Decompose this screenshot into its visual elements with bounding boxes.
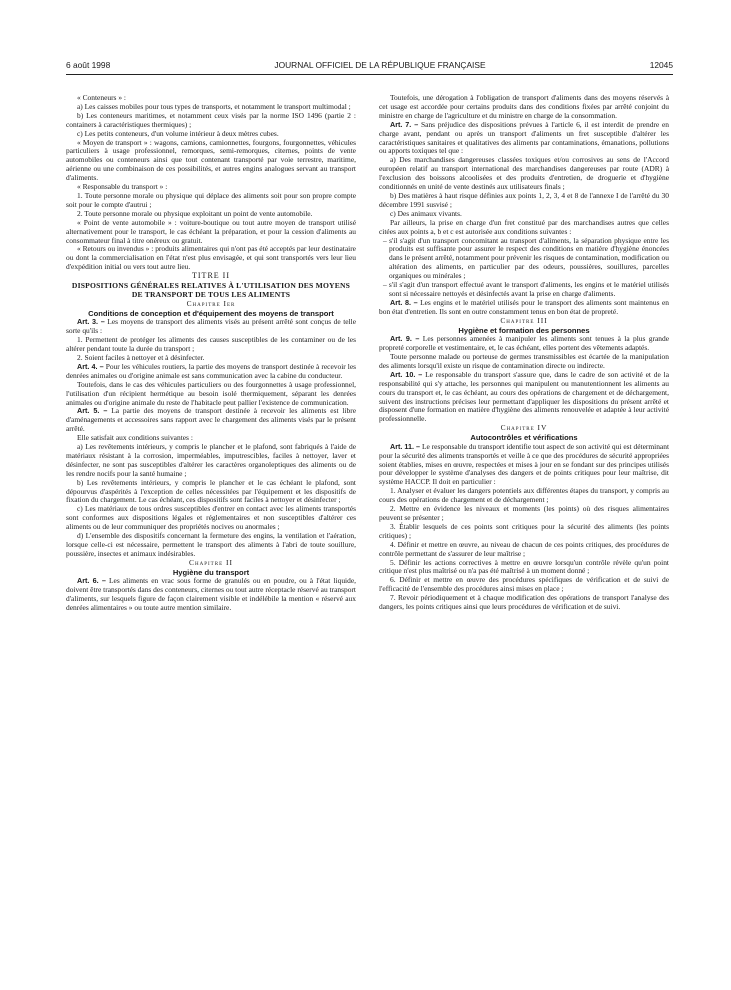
- header-date: 6 août 1998: [66, 60, 111, 70]
- paragraph: 1. Toute personne morale ou physique qui déplace des aliments soit pour son propre compte soit pour le compte d'autrui ;: [66, 190, 356, 209]
- article-paragraph: Art. 9. – Les personnes amenées à manipuler les aliments sont tenues à la plus grande propreté corporelle et vestimentaire, et, le cas échéant, elles portent des vêtements adaptés.: [379, 334, 670, 353]
- paragraph: Toutefois, dans le cas des véhicules particuliers ou des fourgonnettes à usage professionnel, l'utilisation d'un récipient hermétique au besoin isolé thermiquement, séparant les denrées animales ou d'origine animale du reste de l'habitacle peut pallier l'existence de communication.: [66, 379, 356, 407]
- page-header: [66, 58, 673, 72]
- right-column: [379, 94, 669, 612]
- article-label: Art. 9. –: [390, 334, 420, 344]
- paragraph: 4. Définir et mettre en œuvre, au niveau de chacun de ces points critiques, des procédures de contrôle permettant de s'assurer de leur maîtrise ;: [379, 539, 669, 558]
- paragraph: a) Des marchandises dangereuses classées toxiques et/ou corrosives au sens de l'Accord européen relatif au transport international des marchandises dangereuses par route (ADR) à l'exclusion des boissons alcoolisées et des produits d'entretien, de droguerie et d'hygiène conditionnés en unité de vente destinés aux utilisateurs finals ;: [379, 155, 669, 192]
- header-journal-title: JOURNAL OFFICIEL DE LA RÉPUBLIQUE FRANÇAISE: [274, 60, 486, 70]
- list-item: – s'il s'agit d'un transport effectué avant le transport d'aliments, les engins et le matériel utilisés sont si nécessaire nettoyés et désinfectés avant la prise en charge d'aliments.: [383, 280, 669, 298]
- article-label: Art. 11. –: [390, 441, 421, 451]
- article-label: Art. 5. –: [77, 406, 108, 416]
- paragraph: 7. Revoir périodiquement et à chaque modification des opérations de transport l'analyse des dangers, les points critiques ainsi que leurs procédures de vérification et de suivi.: [379, 593, 669, 612]
- paragraph: b) Les revêtements intérieurs, y compris le plancher et le cas échéant le plafond, sont dépourvus d'aspérités à l'exception de celles nécessitées par l'équipement et les dispositifs de fixation du chargement. Le cas échéant, ces dispositifs sont faciles à nettoyer et désinfecter ;: [66, 477, 356, 505]
- paragraph: c) Les petits conteneurs, d'un volume intérieur à deux mètres cubes.: [77, 128, 279, 138]
- paragraph: Toutefois, une dérogation à l'obligation de transport d'aliments dans des moyens réservés à cet usage est accordée pour certains produits dans des conditions fixées par arrêté conjoint du ministre en charge de l'agriculture et du ministre en charge de la consommation.: [379, 93, 669, 120]
- paragraph: « Conteneurs » :: [77, 93, 126, 102]
- article-label: Art. 6. –: [77, 576, 106, 586]
- paragraph: d) L'ensemble des dispositifs concernant la fermeture des engins, la ventilation et l'aération, lorsque celle-ci est nécessaire, permettent le transport des aliments à l'abri de toute souillure, poussière, insectes et animaux indésirables.: [66, 531, 356, 558]
- titre-heading: TITRE II: [192, 271, 230, 281]
- article-label: Art. 7. –: [390, 119, 419, 129]
- paragraph: « Point de vente automobile » : voiture-boutique ou tout autre moyen de transport utilisé alternativement pour le transport, le cas échéant la préparation, et pour la cession d'aliments au consommateur final à titre onéreux ou gratuit.: [66, 217, 356, 245]
- paragraph: 5. Définir les actions correctives à mettre en œuvre lorsqu'un contrôle révèle qu'un point critique n'est plus maîtrisé ou n'a pas été maîtrisé à un moment donné ;: [379, 557, 669, 576]
- paragraph: b) Des matières à haut risque définies aux points 1, 2, 3, 4 et 8 de l'annexe I de l'arrêté du 30 décembre 1991 susvisé ;: [379, 190, 669, 209]
- header-page-number: 12045: [649, 60, 673, 70]
- chapter-heading: Chapitre Ier: [186, 298, 236, 308]
- list-item: – s'il s'agit d'un transport concomitant au transport d'aliments, la séparation physique entre les produits est suffisante pour assurer le respect des conditions en matière d'hygiène énoncées dans le présent arrêté, notamment pour prévenir les risques de contamination, modification ou altération des aliments, en particulier par des odeurs, poussières, souillures, parcelles organiques ou minérales ;: [383, 235, 669, 281]
- article-paragraph: Art. 11. – Le responsable du transport identifie tout aspect de son activité qui est déterminant pour la sécurité des aliments transportés et veille à ce que des procédures de sécurité appropriées soient établies, mises en œuvre, respectées et mises à jour en se fondant sur des principes utilisés pour développer le système d'analyses des dangers et de points critiques pour leur maîtrise, dit système HACCP. Il doit en particulier :: [379, 441, 670, 487]
- article-paragraph: Art. 3. – Les moyens de transport des aliments visés au présent arrêté sont conçus de telle sorte qu'ils :: [66, 317, 356, 336]
- paragraph: Elle satisfait aux conditions suivantes :: [77, 433, 193, 443]
- paragraph: a) Les caisses mobiles pour tous types de transports, et notamment le transport multimodal ;: [77, 101, 351, 111]
- paragraph: 1. Permettent de protéger les aliments des causes susceptibles de les contaminer ou de les altérer pendant toute la durée du transport ;: [66, 335, 356, 354]
- article-paragraph: Art. 8. – Les engins et le matériel utilisés pour le transport des aliments sont maintenus en bon état d'entretien. Ils sont en outre constamment tenus en bon état de propreté.: [379, 297, 670, 316]
- titre-subheading: DISPOSITIONS GÉNÉRALES RELATIVES À L'UTILISATION DES MOYENS DE TRANSPORT DE TOUS LES ALIMENTS: [71, 281, 351, 300]
- paragraph: c) Des animaux vivants.: [390, 208, 462, 218]
- article-label: Art. 3. –: [77, 317, 105, 327]
- chapter-title: Autocontrôles et vérifications: [470, 433, 578, 443]
- chapter-title: Conditions de conception et d'équipement des moyens de transport: [88, 308, 334, 318]
- paragraph: b) Les conteneurs maritimes, et notamment ceux visés par la norme ISO 1496 (partie 2 : containers à caractéristiques thermiques) ;: [66, 110, 356, 129]
- paragraph: 2. Soient faciles à nettoyer et à désinfecter.: [77, 352, 205, 362]
- paragraph: c) Les matériaux de tous ordres susceptibles d'entrer en contact avec les aliments transportés sont conformes aux dispositions légales et réglementaires et non susceptibles d'altérer ces aliments ou de leur communiquer des propriétés nocives ou anormales ;: [66, 504, 356, 532]
- paragraph: « Moyen de transport » : wagons, camions, camionnettes, fourgons, fourgonnettes, véhicules particuliers à usage professionnel, remorques, semi-remorques, citernes, points de vente automobiles ou conteneurs ainsi que tout contenant transporté par voie terrestre, maritime, aérienne ou une combinaison de ces possibilités, et autres engins analogues servant au transport d'aliments.: [66, 137, 356, 183]
- chapter-title: Hygiène du transport: [172, 567, 250, 577]
- paragraph: Par ailleurs, la prise en charge d'un fret constitué par des marchandises autres que celles citées aux points a, b et c est autorisée aux conditions suivantes :: [379, 217, 669, 236]
- paragraph: 6. Définir et mettre en œuvre des procédures spécifiques de vérification et de suivi de l'efficacité de l'ensemble des procédures ainsi mises en place ;: [379, 575, 669, 594]
- paragraph: 3. Établir lesquels de ces points sont critiques pour la sécurité des aliments (les points critiques) ;: [379, 521, 669, 540]
- chapter-heading: Chapitre II: [189, 557, 233, 567]
- article-label: Art. 10. –: [390, 369, 423, 379]
- paragraph: a) Les revêtements intérieurs, y compris le plancher et le plafond, sont fabriqués à l'aide de matériaux résistant à la corrosion, imperméables, imputrescibles, faciles à nettoyer, laver et désinfecter, ne sont pas susceptibles d'altérer les caractères organoleptiques des aliments ou de les rendre nocifs pour la santé humaine ;: [66, 442, 356, 478]
- article-label: Art. 8. –: [390, 297, 418, 307]
- chapter-heading: Chapitre IV: [500, 423, 548, 433]
- paragraph: Toute personne malade ou porteuse de germes transmissibles est écartée de la manipulation des aliments lorsqu'il existe un risque de contamination directe ou indirecte.: [379, 351, 669, 370]
- paragraph: 2. Toute personne morale ou physique exploitant un point de vente automobile.: [77, 208, 313, 218]
- article-paragraph: Art. 6. – Les aliments en vrac sous forme de granulés ou en poudre, ou à l'état liquide, doivent être transportés dans des conteneurs, citernes ou tout autre réceptacle réservé au transport d'aliments, sur lesquels figure de façon clairement visible et indélébile la mention « réservé aux denrées alimentaires » ou toute autre mention similaire.: [66, 576, 356, 613]
- article-paragraph: Art. 5. – La partie des moyens de transport destinée à recevoir les aliments est libre d'aménagements et accessoires sans rapport avec le chargement des aliments visés par le présent arrêté.: [66, 406, 357, 434]
- chapter-title: Hygiène et formation des personnes: [458, 325, 590, 335]
- article-label: Art. 4. –: [77, 361, 104, 371]
- paragraph: « Responsable du transport » :: [77, 182, 168, 192]
- article-paragraph: Art. 4. – Pour les véhicules routiers, la partie des moyens de transport destinée à recevoir les denrées animales ou d'origine animale est sans communication avec la cabine du conducteur.: [66, 361, 357, 380]
- header-rule: [66, 74, 673, 75]
- article-paragraph: Art. 10. – Le responsable du transport s'assure que, dans le cadre de son activité et de la responsabilité qui s'y attache, les personnes qui manipulent ou manutentionnent les aliments au cours du transport et, le cas échéant, au cours des opérations de chargement et de déchargement, suivent des instructions précises leur permettant d'appliquer les dispositions du présent arrêté et disposent d'une formation en matière d'hygiène des aliments renouvelée et adaptée à leur activité professionnelle.: [379, 369, 669, 424]
- chapter-heading: Chapitre III: [500, 315, 548, 325]
- left-column: [66, 94, 356, 613]
- paragraph: « Retours ou invendus » : produits alimentaires qui n'ont pas été acceptés par leur destinataire ou dont la commercialisation en l'état n'est plus envisagée, et qui sont transportés vers leur lieu d'expédition initial ou vers tout autre lieu.: [66, 244, 356, 272]
- article-paragraph: Art. 7. – Sans préjudice des dispositions prévues à l'article 6, il est interdit de prendre en charge avant, pendant ou après un transport d'aliments un fret susceptible d'altérer les caractéristiques sanitaires et qualitatives des aliments par contaminations, émanations, pollutions ou apports toxiques tel que :: [379, 119, 669, 156]
- paragraph: 1. Analyser et évaluer les dangers potentiels aux différentes étapes du transport, y compris au cours des opérations de chargement et de déchargement ;: [379, 486, 669, 505]
- paragraph: 2. Mettre en évidence les niveaux et moments (les points) où des risques alimentaires peuvent se présenter ;: [379, 504, 669, 522]
